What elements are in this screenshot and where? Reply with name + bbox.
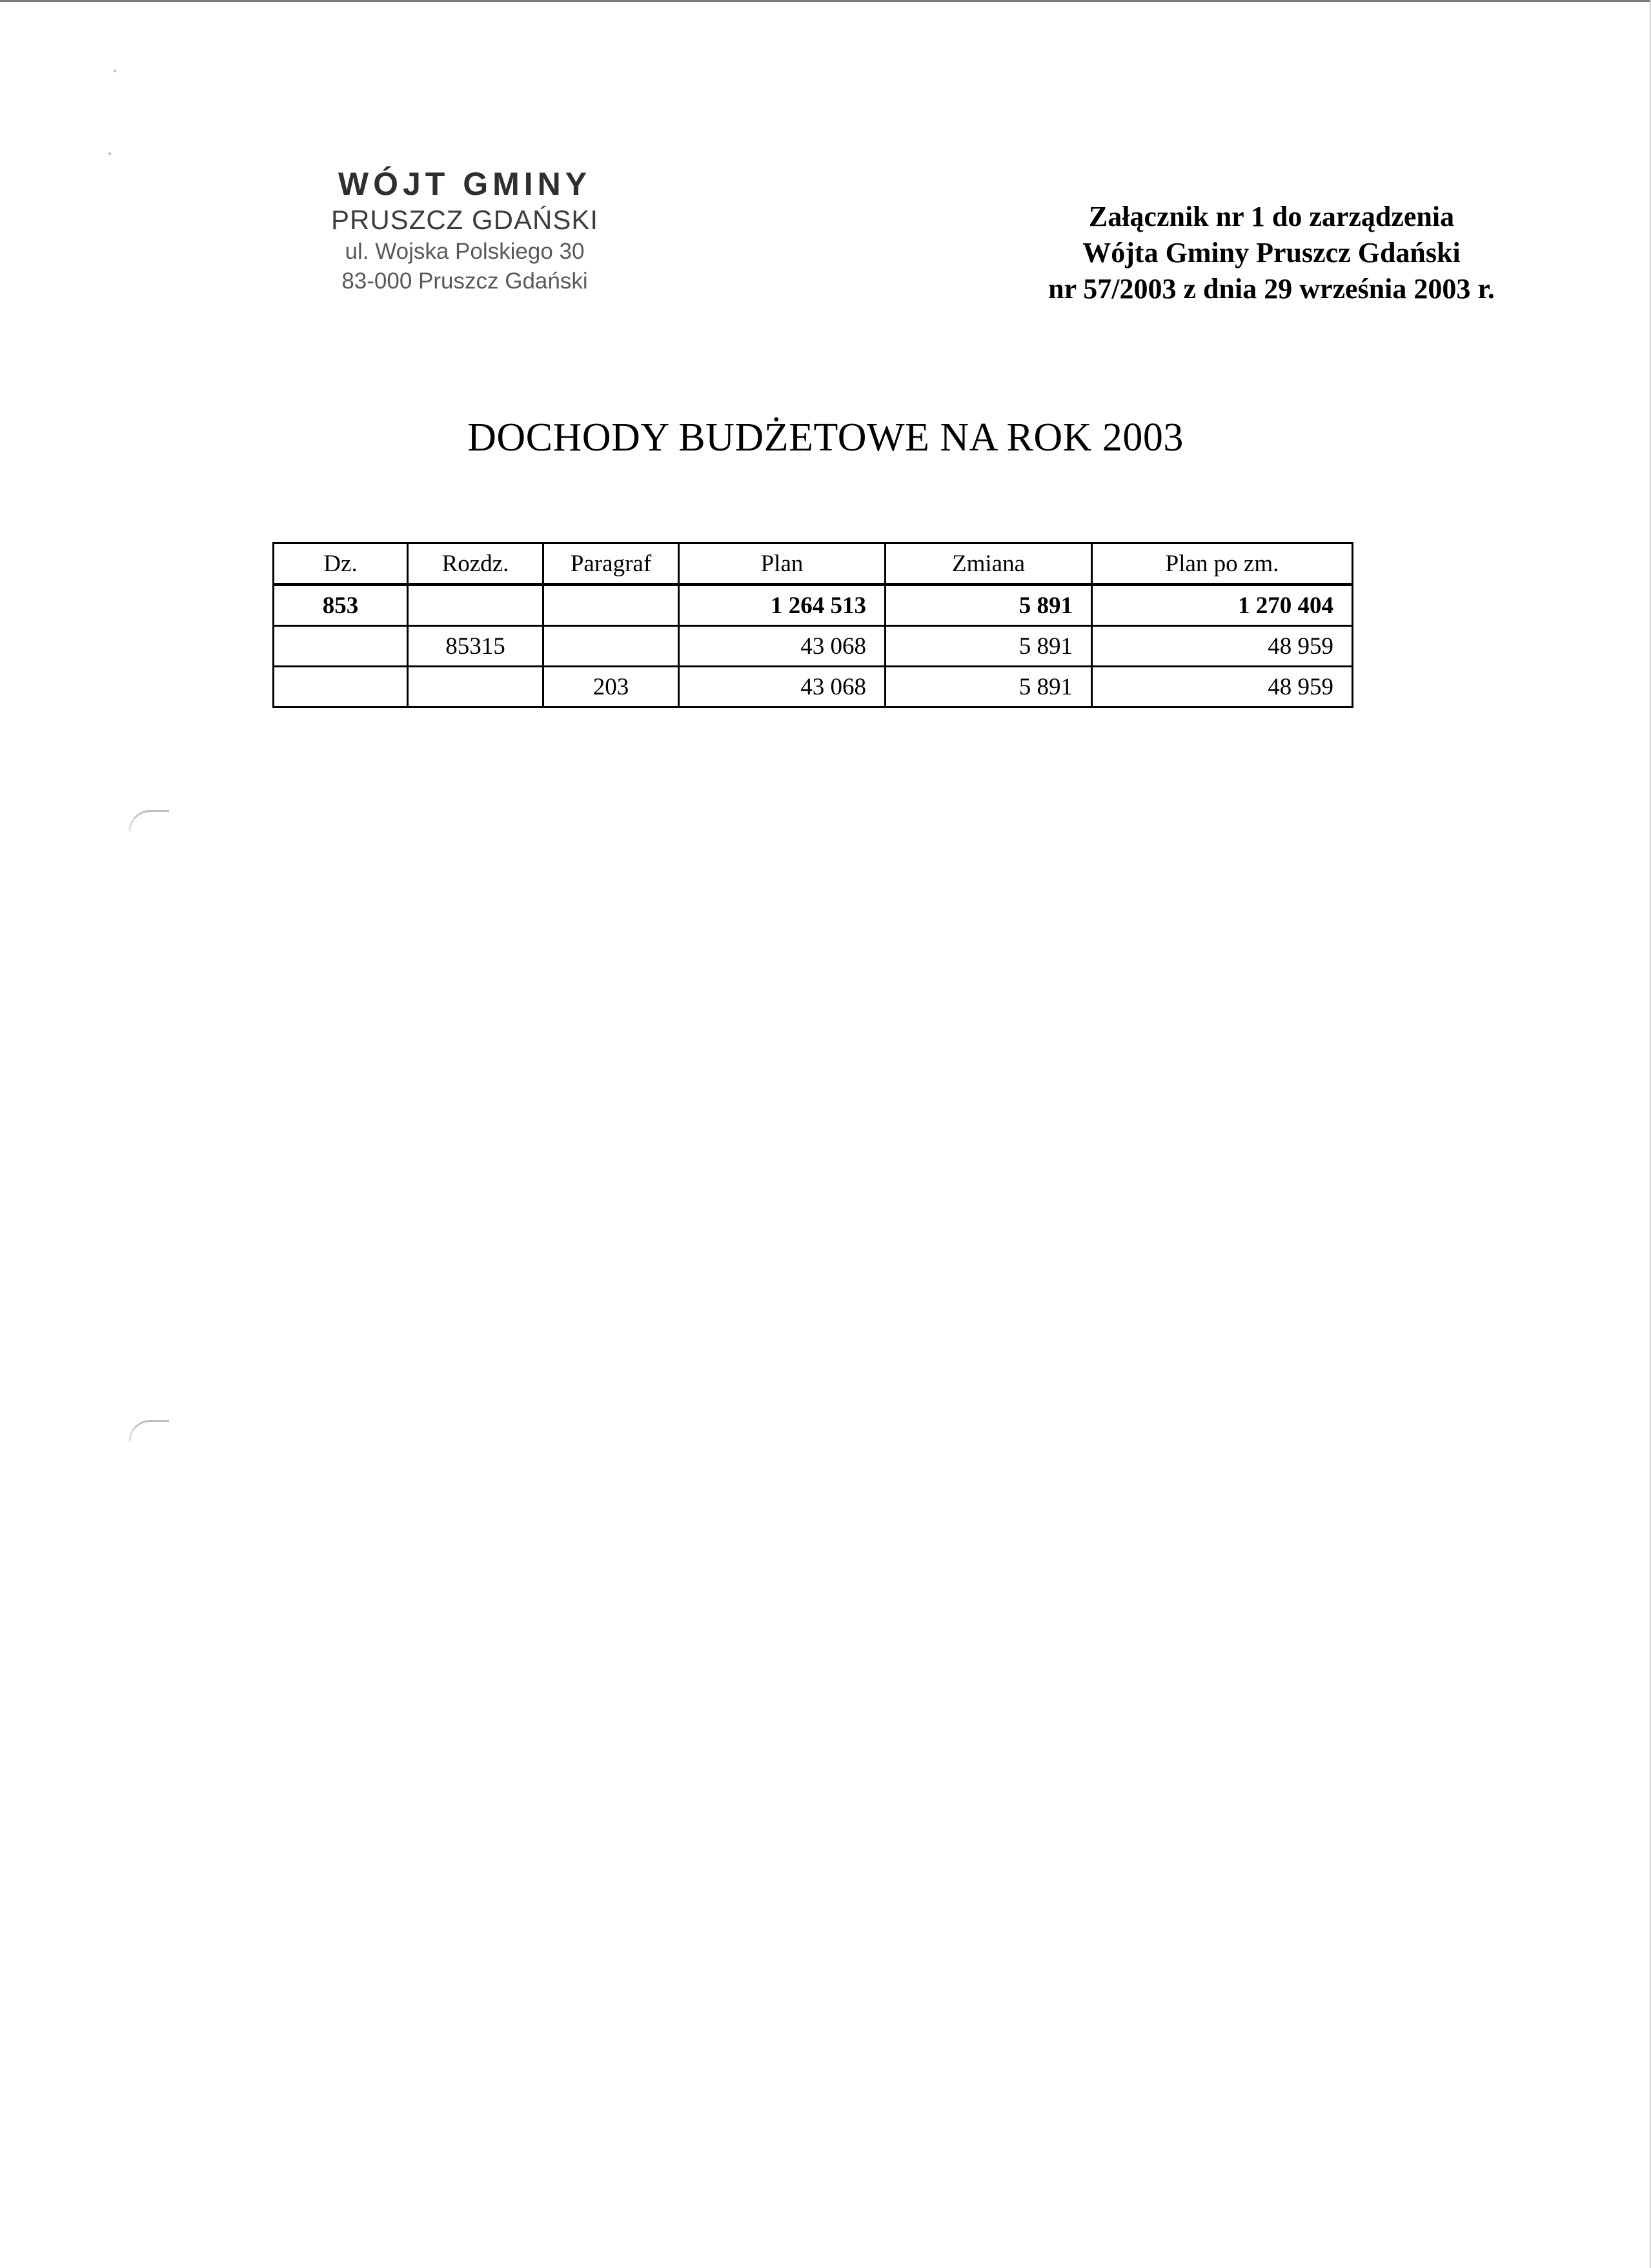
attachment-header-line-1: Załącznik nr 1 do zarządzenia <box>1088 201 1455 232</box>
cell-rozdz: 85315 <box>408 626 543 667</box>
cell-plan-po-zm: 48 959 <box>1092 667 1353 707</box>
cell-plan-po-zm: 48 959 <box>1092 626 1353 667</box>
cell-dz <box>274 667 408 707</box>
binder-hole-mark <box>129 810 169 831</box>
cell-plan: 43 068 <box>679 626 886 667</box>
table-row <box>274 626 1353 667</box>
cell-paragraf: 203 <box>543 667 679 707</box>
cell-paragraf <box>543 585 679 626</box>
page-title: DOCHODY BUDŻETOWE NA ROK 2003 <box>467 416 1184 460</box>
column-header-rozdz: Rozdz. <box>408 543 543 585</box>
page-top-edge <box>0 0 1651 2</box>
column-header-plan: Plan <box>679 543 886 585</box>
attachment-header-line-2: Wójta Gminy Pruszcz Gdański <box>1082 237 1461 268</box>
binder-hole-mark <box>129 1420 169 1441</box>
cell-rozdz <box>408 667 543 707</box>
office-stamp <box>284 165 645 296</box>
budget-table <box>272 542 1353 708</box>
column-header-paragraf: Paragraf <box>543 543 679 585</box>
column-header-zmiana: Zmiana <box>886 543 1092 585</box>
stamp-line-3: ul. Wojska Polskiego 30 <box>345 239 585 264</box>
attachment-header <box>981 199 1562 307</box>
table-row <box>274 585 1353 626</box>
cell-rozdz <box>408 585 543 626</box>
scan-speck <box>114 70 116 72</box>
scan-speck <box>108 152 111 155</box>
stamp-line-2: PRUSZCZ GDAŃSKI <box>330 205 599 235</box>
cell-zmiana: 5 891 <box>886 585 1092 626</box>
cell-zmiana: 5 891 <box>886 667 1092 707</box>
cell-plan: 43 068 <box>679 667 886 707</box>
cell-paragraf <box>543 626 679 667</box>
column-header-dz: Dz. <box>274 543 408 585</box>
cell-dz <box>274 626 408 667</box>
cell-plan-po-zm: 1 270 404 <box>1092 585 1353 626</box>
cell-plan: 1 264 513 <box>679 585 886 626</box>
stamp-line-1: WÓJT GMINY <box>338 166 592 202</box>
cell-zmiana: 5 891 <box>886 626 1092 667</box>
table-header-row <box>274 543 1353 585</box>
attachment-header-line-3: nr 57/2003 z dnia 29 września 2003 r. <box>1048 273 1495 305</box>
cell-dz: 853 <box>274 585 408 626</box>
table-row <box>274 667 1353 707</box>
stamp-line-4: 83-000 Pruszcz Gdański <box>341 268 588 294</box>
column-header-plan-po-zm: Plan po zm. <box>1092 543 1353 585</box>
